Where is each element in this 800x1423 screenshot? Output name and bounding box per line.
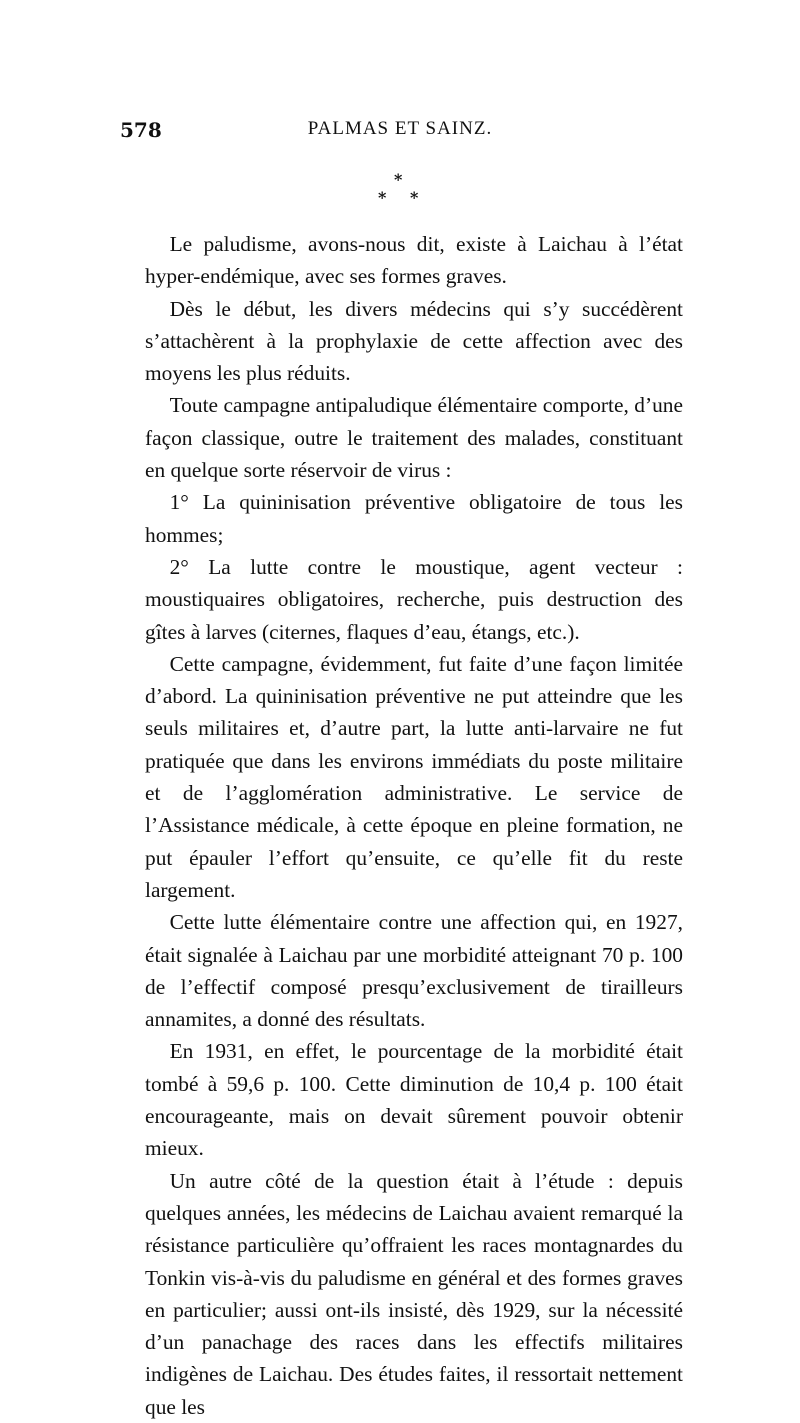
paragraph: Cette campagne, évidemment, fut faite d’une façon limitée d’abord. La quininisation préventive ne put atteindre que les seuls militaires et, d’autre part, la lutte anti-larvaire ne fut pratiquée que dans les environs immédiats du poste militaire et de l’agglomération administrative. Le service de l’Assistance médicale, à cette époque en pleine formation, ne put épauler l’effort qu’ensuite, ce qu’elle fit du reste largement. — [145, 651, 683, 902]
asterism-star: * — [378, 188, 387, 207]
asterism-star: * — [410, 188, 419, 207]
body-text — [145, 228, 683, 1423]
running-title: PALMAS ET SAINZ. — [307, 118, 493, 139]
page-header — [120, 118, 680, 148]
asterism-star: * — [394, 170, 403, 189]
paragraph: Dès le début, les divers médecins qui s’y succédèrent s’attachèrent à la prophylaxie de cette affection avec des moyens les plus réduits. — [145, 296, 683, 386]
page-number: 578 — [120, 118, 162, 142]
paragraph: Cette lutte élémentaire contre une affection qui, en 1927, était signalée à Laichau par une morbidité atteignant 70 p. 100 de l’effectif composé presqu’exclusivement de tirailleurs annamites, a donné des résultats. — [145, 910, 683, 1032]
asterism-separator — [372, 172, 428, 212]
paragraph: Le paludisme, avons-nous dit, existe à Laichau à l’état hyper-endémique, avec ses formes graves. — [145, 232, 683, 289]
list-item-paragraph: 2° La lutte contre le moustique, agent vecteur : moustiquaires obligatoires, recherche, puis destruction des gîtes à larves (citernes, flaques d’eau, étangs, etc.). — [145, 554, 683, 644]
list-item-paragraph: 1° La quininisation préventive obligatoire de tous les hommes; — [145, 490, 683, 547]
paragraph: En 1931, en effet, le pourcentage de la morbidité était tombé à 59,6 p. 100. Cette diminution de 10,4 p. 100 était encourageante, mais on devait sûrement pouvoir obtenir mieux. — [145, 1039, 683, 1161]
paragraph: Un autre côté de la question était à l’étude : depuis quelques années, les médecins de Laichau avaient remarqué la résistance particulière qu’offraient les races montagnardes du Tonkin vis-à-vis du paludisme en général et des formes graves en particulier; aussi ont-ils insisté, dès 1929, sur la nécessité d’un panachage des races dans les effectifs militaires indigènes de Laichau. Des études faites, il ressortait nettement que les — [145, 1168, 683, 1419]
paragraph: Toute campagne antipaludique élémentaire comporte, d’une façon classique, outre le traitement des malades, constituant en quelque sorte réservoir de virus : — [145, 393, 683, 483]
